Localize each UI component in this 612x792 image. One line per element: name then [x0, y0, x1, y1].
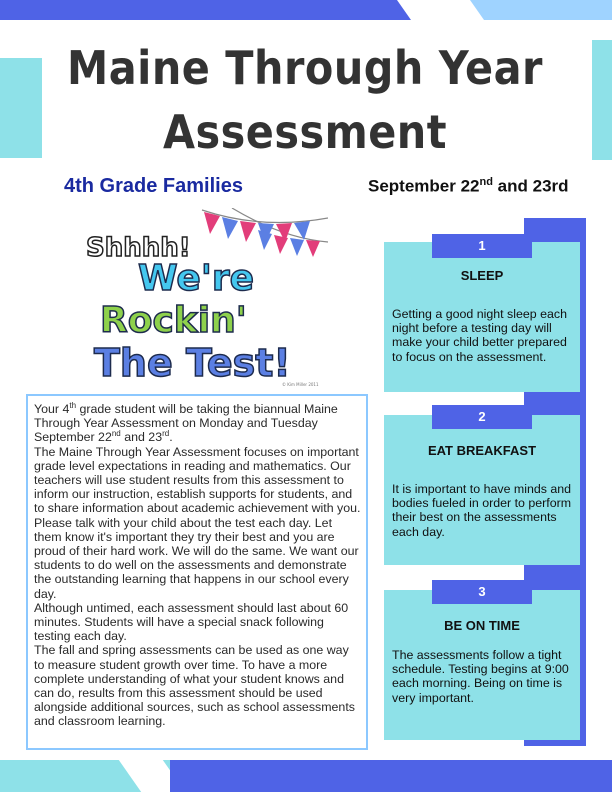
hero-text-shhhh: Shhhh!	[86, 233, 191, 263]
letter-paragraph-focus: The Maine Through Year Assessment focuses on important grade level expectations in reading and mathematics. Our teachers will use student results from this assessment to inform our instruction, establish supports for students, and to share information about academic achievement with you. Please talk with your child about the test each day. Let them know it's important they try their best and you are proud of their hard work. We will do the same. We want our students to do well on the assessments and demonstrate the outstanding learning that happens in our school every day.	[34, 444, 361, 601]
tip-number-3: 3	[432, 580, 532, 604]
audience-heading: 4th Grade Families	[64, 175, 243, 197]
bottom-banner-bar	[170, 760, 612, 792]
tip-text-breakfast: It is important to have minds and bodies fueled in order to perform their best on the assessments each day.	[392, 482, 572, 539]
intro-text-a: Your 4	[34, 402, 70, 416]
hero-text-the-test: The Test!	[94, 341, 291, 385]
tip-number-1: 1	[432, 234, 532, 258]
hero-credit: © Kim Miller 2011	[282, 382, 319, 387]
page-title	[40, 36, 570, 164]
tip-text-sleep: Getting a good night sleep each night before a testing day will make your child better prepared to focus on the assessment.	[392, 307, 567, 364]
letter-paragraph-intro	[34, 402, 362, 445]
top-banner-accent	[470, 0, 612, 20]
title-line-1: Maine Through Year	[67, 41, 543, 95]
hero-text-rockin: Rockin'	[100, 300, 247, 341]
letter-paragraph-timing: Although untimed, each assessment should last about 60 minutes. Students will have a special snack following testing each day.	[34, 600, 349, 644]
intro-text-c: and 23	[120, 430, 163, 445]
dates-suffix-1: nd	[479, 176, 493, 188]
intro-sup-rd: rd	[162, 429, 170, 439]
test-dates	[368, 176, 569, 197]
tip-title-breakfast: EAT BREAKFAST	[427, 443, 537, 458]
intro-sup-th: th	[69, 400, 77, 410]
tip-title-on-time: BE ON TIME	[444, 618, 520, 633]
left-accent-tab	[0, 58, 42, 158]
rockin-the-test-illustration	[82, 208, 328, 388]
intro-text-b: grade student will be taking the biannual Maine Through Year Assessment on Monday and Tuesday September 22	[34, 402, 338, 445]
dates-prefix: September 22	[368, 176, 480, 196]
tip-text-on-time: The assessments follow a tight schedule. Testing begins at 9:00 each morning. Being on time is very important.	[392, 648, 569, 705]
right-accent-tab	[592, 40, 612, 160]
letter-text-box	[26, 394, 368, 750]
rockin-the-test-image	[82, 208, 328, 388]
intro-sup-nd: nd	[111, 429, 121, 439]
hero-text-were: We're	[138, 258, 255, 299]
title-line-2: Assessment	[162, 105, 448, 159]
tip-number-2: 2	[432, 405, 532, 429]
dates-rest: and 23rd	[492, 176, 569, 196]
letter-paragraph-growth: The fall and spring assessments can be used as one way to measure student growth over time. To have a more complete understanding of what your student knows and can do, results from this assessment should be used alongside additional sources, such as school assessments and classroom learning.	[34, 643, 355, 729]
intro-text-d: .	[169, 430, 173, 445]
tip-title-sleep: SLEEP	[460, 268, 504, 283]
